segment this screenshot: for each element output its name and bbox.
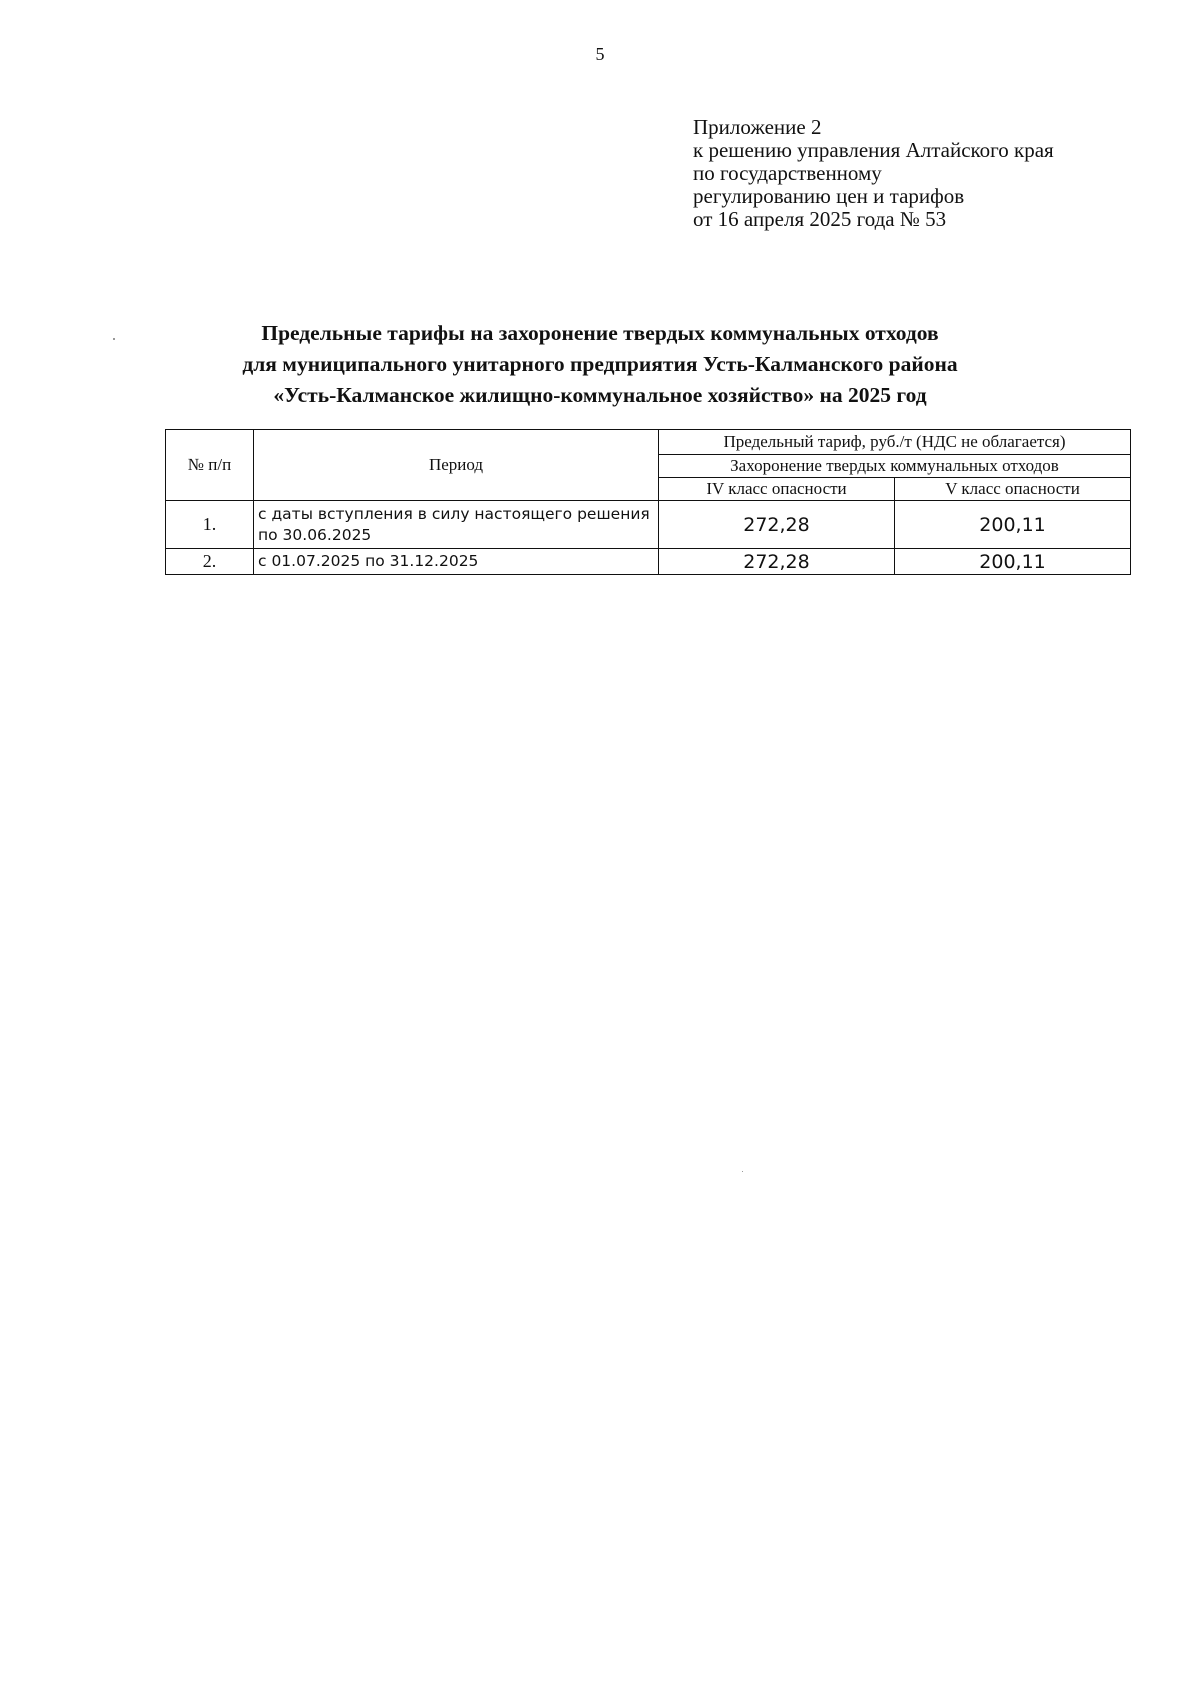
header-num: № п/п	[166, 430, 254, 501]
header-tariff: Предельный тариф, руб./т (НДС не облагается)	[659, 430, 1131, 455]
title-line: для муниципального унитарного предприятия Усть-Калманского района	[242, 352, 958, 376]
row-num: 2.	[166, 549, 254, 575]
title-line: Предельные тарифы на захоронение твердых коммунальных отходов	[261, 321, 939, 345]
row-class-5-value: 200,11	[895, 549, 1131, 575]
appendix-line: к решению управления Алтайского края	[693, 138, 1054, 162]
header-class-5: V класс опасности	[895, 478, 1131, 501]
appendix-line: по государственному	[693, 161, 882, 185]
header-class-4: IV класс опасности	[659, 478, 895, 501]
scan-speck	[742, 1171, 743, 1172]
appendix-note	[693, 116, 1054, 231]
appendix-line: от 16 апреля 2025 года № 53	[693, 207, 947, 231]
row-class-4-value: 272,28	[659, 549, 895, 575]
table-row	[166, 549, 1131, 575]
tariffs-table	[165, 429, 1131, 575]
row-period: с даты вступления в силу настоящего решения по 30.06.2025	[254, 501, 659, 549]
appendix-line: регулированию цен и тарифов	[693, 184, 965, 208]
header-period: Период	[254, 430, 659, 501]
row-num: 1.	[166, 501, 254, 549]
table-header-row	[166, 430, 1131, 455]
row-class-5-value: 200,11	[895, 501, 1131, 549]
appendix-line: Приложение 2	[693, 115, 822, 139]
page-number: 5	[595, 44, 605, 64]
row-class-4-value: 272,28	[659, 501, 895, 549]
row-period: с 01.07.2025 по 31.12.2025	[254, 549, 659, 575]
table-row	[166, 501, 1131, 549]
document-title	[0, 318, 1200, 411]
header-service: Захоронение твердых коммунальных отходов	[659, 455, 1131, 478]
title-line: «Усть-Калманское жилищно-коммунальное хозяйство» на 2025 год	[273, 383, 927, 407]
